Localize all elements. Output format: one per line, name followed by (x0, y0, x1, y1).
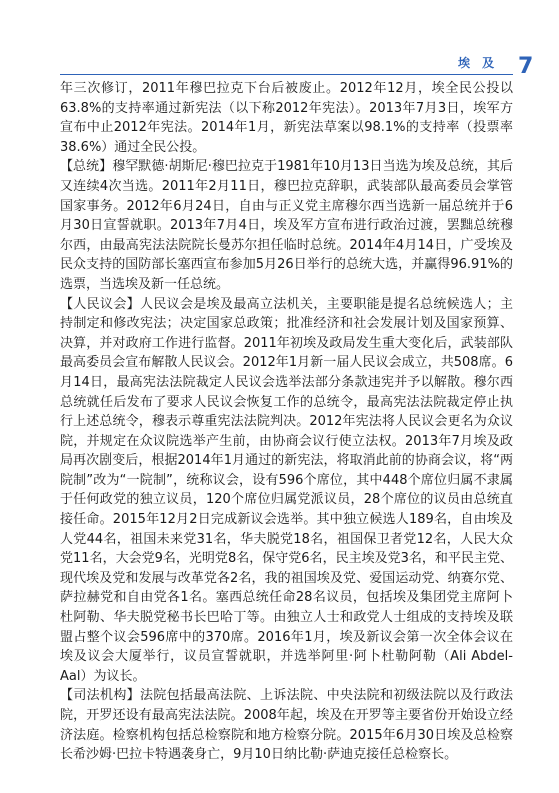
body-text (60, 79, 513, 765)
header-rule (60, 74, 513, 75)
paragraph-judiciary: 【司法机构】法院包括最高法院、上诉法院、中央法院和初级法院以及行政法院，开罗还设有最高宪法法院。2008年起，埃及在开罗等主要省份开始设立经济法庭。检察机构包括总检察院和地方检察分院。2015年6月30日埃及总检察长希沙姆·巴拉卡特遇袭身亡，9月10日纳比勒·萨迪克接任总检察长。 (60, 688, 513, 763)
paragraph-constitution: 年三次修订，2011年穆巴拉克下台后被废止。2012年12月，埃全民公投以63.8%的支持率通过新宪法（以下称2012年宪法）。2013年7月3日，埃军方宣布中止2012年宪法。2014年1月，新宪法草案以98.1%的支持率（投票率38.6%）通过全民公投。 (60, 81, 513, 155)
paragraph-president: 【总统】穆罕默德·胡斯尼·穆巴拉克于1981年10月13日当选为埃及总统，其后又连续4次当选。2011年2月11日，穆巴拉克辞职，武装部队最高委员会掌管国家事务。2012年6月24日，自由与正义党主席穆尔西当选新一届总统并于6月30日宣誓就职。2013年7月4日，埃及军方宣布进行政治过渡，罢黜总统穆尔西，由最高宪法法院院长曼苏尔担任临时总统。2014年4月14日，广受埃及民众支持的国防部长塞西宣布参加5月26日举行的总统大选，并赢得96.91%的选票，当选埃及新一任总统。 (60, 159, 513, 292)
running-title: 埃 及 (458, 56, 499, 70)
paragraph-peoples-assembly: 【人民议会】人民议会是埃及最高立法机关，主要职能是提名总统候选人；主持制定和修改宪法；决定国家总政策；批准经济和社会发展计划及国家预算、决算，并对政府工作进行监督。2011年初埃及政局发生重大变化后，武装部队最高委员会宣布解散人民议会。2012年1月新一届人民议会成立，共508席。6月14日，最高宪法法院裁定人民议会选举法部分条款违宪并予以解散。穆尔西总统就任后发布了要求人民议会恢复工作的总统令，最高宪法法院裁定停止执行上述总统令，穆表示尊重宪法法院判决。2012年宪法将人民议会更名为众议院，并规定在众议院选举产生前，由协商会议行使立法权。2013年7月埃及政局再次剧变后，根据2014年1月通过的新宪法，将取消此前的协商会议，将“两院制”改为“一院制”，统称议会，设有596个席位，其中448个席位归属不隶属于任何政党的独立议员，120个席位归属党派议员，28个席位的议员由总统直接任命。2015年12月2日完成新议会选举。其中独立候选人189名，自由埃及人党44名，祖国未来党31名，华夫脱党18名，祖国保卫者党12名，人民大众党11名，大会党9名，光明党8名，保守党6名，民主埃及党3名，和平民主党、现代埃及党和发展与改革党各2名，我的祖国埃及党、爱国运动党、纳赛尔党、萨拉赫党和自由党各1名。塞西总统任命28名议员，包括埃及集团党主席阿卜杜阿勒、华夫脱党秘书长巴哈丁等。由独立人士和政党人士组成的支持埃及联盟占整个议会596席中的370席。2016年1月，埃及新议会第一次全体会议在埃及议会大厦举行，议员宣誓就职，并选举阿里·阿卜杜勒阿勒（Ali Abdel-Aal）为议长。 (60, 296, 513, 684)
page-number: 7 (518, 54, 534, 79)
